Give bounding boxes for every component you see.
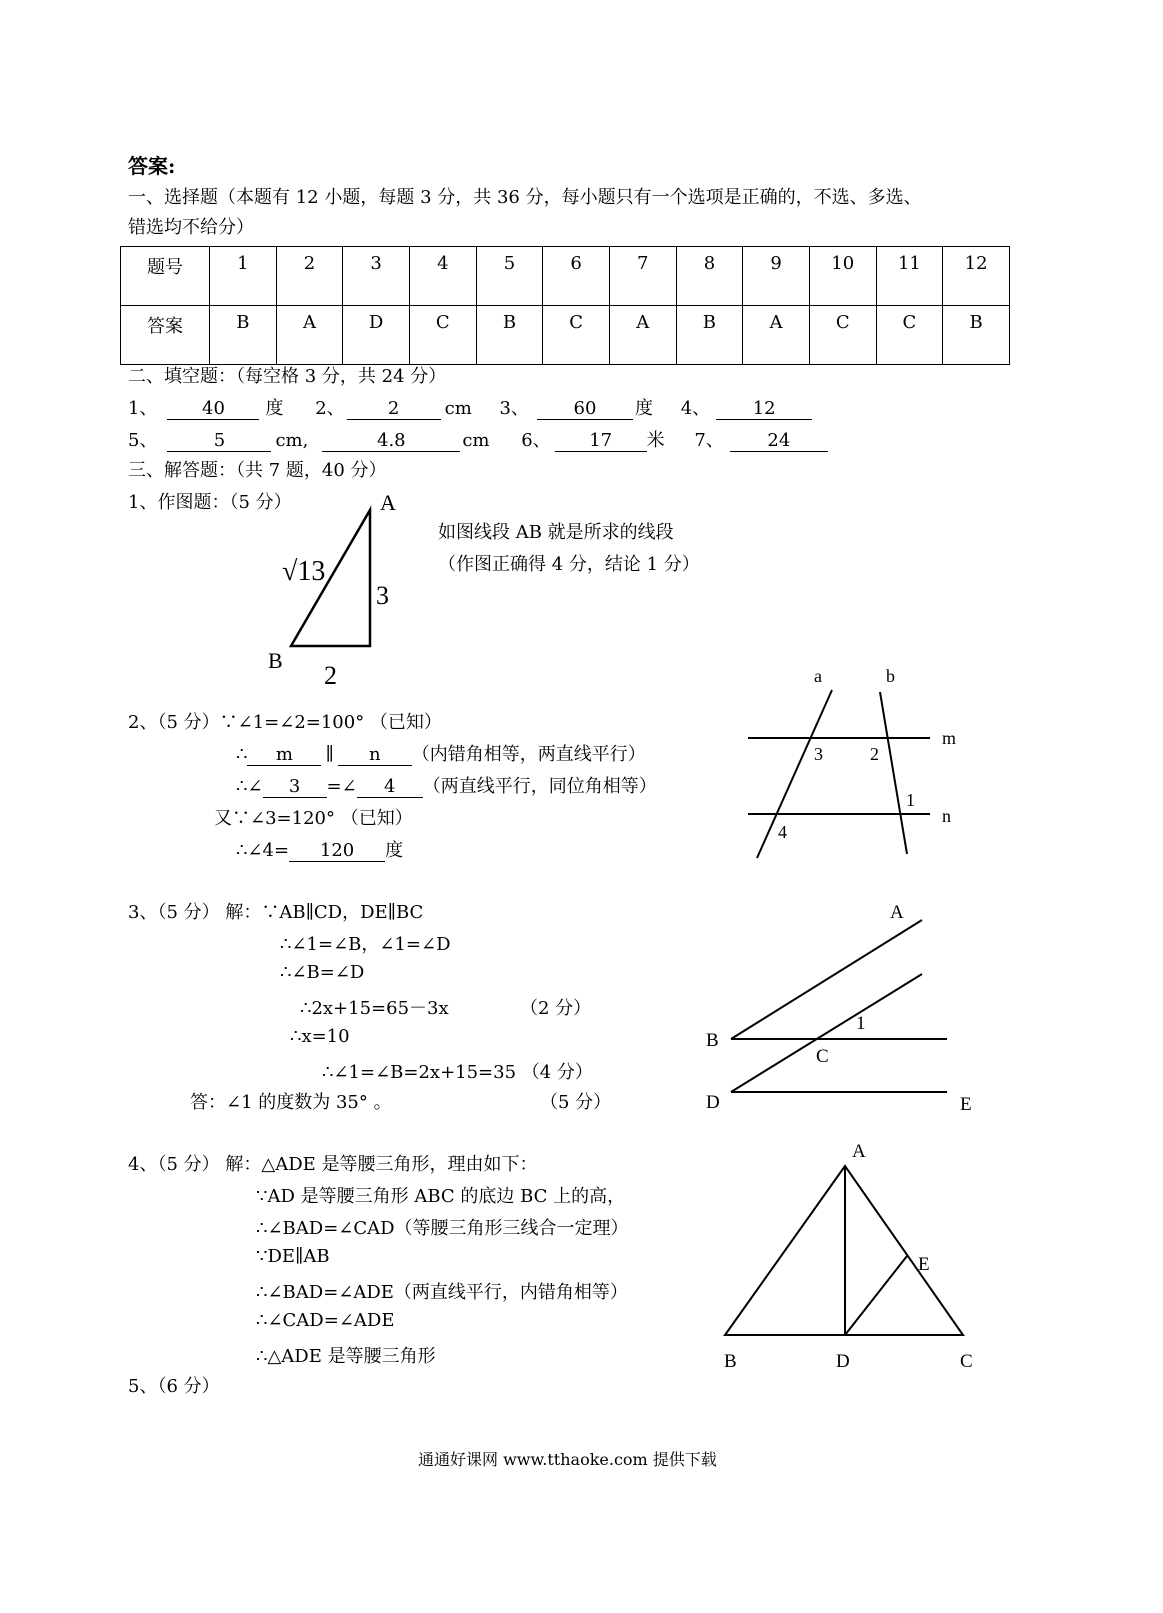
fill-q1-unit: 度 bbox=[265, 398, 284, 419]
fill-q4-answer: 12 bbox=[716, 399, 812, 420]
q3-line-5: ∴x=10 bbox=[290, 1026, 350, 1047]
q2-line-1: 2、（5 分）∵∠1=∠2=100° （已知） bbox=[128, 712, 442, 733]
table-header-answer: 答案 bbox=[121, 306, 210, 365]
table-cell-answer: C bbox=[809, 306, 876, 365]
q1-label-a: A bbox=[380, 490, 396, 515]
fill-q6-answer: 17 bbox=[555, 431, 647, 452]
q4-label-c: C bbox=[960, 1351, 973, 1372]
fill-q1-label: 1、 bbox=[128, 398, 158, 419]
q2-l2-parallel: ∥ bbox=[325, 744, 334, 765]
q4-line-3: ∴∠BAD=∠CAD（等腰三角形三线合一定理） bbox=[256, 1218, 629, 1239]
fill-q5-unit-b: cm bbox=[462, 430, 490, 451]
part1-title-line2: 错选均不给分） bbox=[128, 217, 254, 238]
table-cell-number: 4 bbox=[409, 247, 476, 306]
fill-q7-answer: 24 bbox=[730, 431, 828, 452]
fill-q6-label: 6、 bbox=[521, 430, 551, 451]
fill-q3-answer: 60 bbox=[537, 399, 633, 420]
q1-label-b: B bbox=[268, 648, 283, 673]
q4-label-e: E bbox=[918, 1254, 930, 1275]
fill-q5-answer-b: 4.8 bbox=[322, 431, 460, 452]
q3-label-b: B bbox=[706, 1030, 719, 1051]
table-cell-answer: C bbox=[409, 306, 476, 365]
q1-text-1: 如图线段 AB 就是所求的线段 bbox=[438, 522, 674, 543]
table-cell-number: 9 bbox=[743, 247, 810, 306]
part3-title: 三、解答题：（共 7 题，40 分） bbox=[128, 460, 387, 481]
q3-line-3: ∴∠B=∠D bbox=[280, 962, 365, 983]
fill-q2-answer: 2 bbox=[347, 399, 441, 420]
q4-line-6: ∴∠CAD=∠ADE bbox=[256, 1310, 395, 1331]
q4-line-7: ∴△ADE 是等腰三角形 bbox=[256, 1346, 436, 1367]
part1-title-line1: 一、选择题（本题有 12 小题，每题 3 分，共 36 分，每小题只有一个选项是正确的，不选、多选、 bbox=[128, 187, 922, 208]
q4-segment-de bbox=[845, 1256, 907, 1335]
q2-l5-answer: 120 bbox=[289, 841, 385, 862]
fill-q2-label: 2、 bbox=[315, 398, 345, 419]
q4-line-2: ∵AD 是等腰三角形 ABC 的底边 BC 上的高， bbox=[256, 1186, 626, 1207]
q2-l3-answer-b: 4 bbox=[357, 777, 423, 798]
q2-l3-pre: ∴∠ bbox=[236, 776, 263, 797]
q3-label-a: A bbox=[890, 902, 904, 923]
table-cell-answer: D bbox=[343, 306, 410, 365]
table-cell-number: 8 bbox=[676, 247, 743, 306]
table-cell-answer: C bbox=[543, 306, 610, 365]
q2-l5-post: 度 bbox=[385, 840, 404, 861]
q3-label-c: C bbox=[816, 1046, 829, 1067]
q2-label-angle-3: 3 bbox=[814, 744, 823, 764]
q2-label-n: n bbox=[942, 806, 951, 826]
q2-label-m: m bbox=[942, 728, 957, 748]
q3-line-1: 3、（5 分） 解：∵AB∥CD，DE∥BC bbox=[128, 902, 424, 923]
q2-l3-mid: =∠ bbox=[326, 776, 357, 797]
q2-label-a: a bbox=[814, 666, 822, 686]
table-cell-number: 1 bbox=[210, 247, 277, 306]
q3-label-e: E bbox=[960, 1094, 972, 1115]
q3-line-4: ∴2x+15=65－3x bbox=[300, 998, 449, 1019]
table-cell-number: 5 bbox=[476, 247, 543, 306]
table-cell-answer: A bbox=[276, 306, 343, 365]
table-cell-answer: B bbox=[210, 306, 277, 365]
table-cell-answer: C bbox=[876, 306, 943, 365]
q3-label-angle-1: 1 bbox=[856, 1013, 866, 1034]
q4-label-d: D bbox=[836, 1351, 850, 1372]
q2-l2-answer-a: m bbox=[247, 745, 321, 766]
q2-label-angle-4: 4 bbox=[778, 822, 787, 842]
q3-line-4-score: （2 分） bbox=[520, 998, 592, 1019]
table-cell-number: 6 bbox=[543, 247, 610, 306]
q1-label-side-horizontal: 2 bbox=[324, 661, 337, 690]
q2-label-angle-2: 2 bbox=[870, 744, 879, 764]
fill-q4-label: 4、 bbox=[680, 398, 711, 419]
table-cell-answer: B bbox=[676, 306, 743, 365]
fill-q6-unit: 米 bbox=[646, 430, 665, 451]
q2-l3-post: （两直线平行，同位角相等） bbox=[422, 776, 657, 797]
fill-q1-answer: 40 bbox=[167, 399, 259, 420]
table-cell-number: 10 bbox=[809, 247, 876, 306]
table-cell-number: 2 bbox=[276, 247, 343, 306]
table-cell-answer: B bbox=[476, 306, 543, 365]
q1-label-sqrt: √13 bbox=[282, 556, 326, 587]
part2-title: 二、填空题：（每空格 3 分，共 24 分） bbox=[128, 366, 447, 387]
q4-label-a: A bbox=[852, 1141, 866, 1162]
q1-text-2: （作图正确得 4 分，结论 1 分） bbox=[438, 554, 700, 575]
table-cell-number: 3 bbox=[343, 247, 410, 306]
fill-q5-label: 5、 bbox=[128, 430, 158, 451]
q3-line-6: ∴∠1=∠B=2x+15=35 （4 分） bbox=[322, 1062, 593, 1083]
table-cell-number: 7 bbox=[609, 247, 676, 306]
q4-line-1: 4、（5 分） 解：△ADE 是等腰三角形，理由如下： bbox=[128, 1154, 538, 1175]
fill-q5-answer-a: 5 bbox=[167, 431, 271, 452]
fill-q2-unit: cm bbox=[444, 398, 472, 419]
table-cell-number: 12 bbox=[943, 247, 1010, 306]
answer-heading: 答案: bbox=[128, 154, 176, 178]
fill-q5-unit-a: cm, bbox=[275, 430, 309, 451]
q4-line-4: ∵DE∥AB bbox=[256, 1246, 330, 1267]
table-cell-number: 11 bbox=[876, 247, 943, 306]
q2-l3-answer-a: 3 bbox=[263, 777, 327, 798]
q5-label: 5、（6 分） bbox=[128, 1376, 220, 1397]
fill-q3-unit: 度 bbox=[634, 398, 653, 419]
table-cell-answer: A bbox=[743, 306, 810, 365]
q4-label-b: B bbox=[724, 1351, 737, 1372]
q2-line-4: 又∵∠3=120° （已知） bbox=[214, 808, 413, 829]
q3-line-7: 答：∠1 的度数为 35° 。 bbox=[190, 1092, 392, 1113]
footer-text: 通通好课网 www.tthaoke.com 提供下载 bbox=[418, 1450, 717, 1469]
q2-label-b: b bbox=[886, 666, 895, 686]
table-cell-answer: A bbox=[609, 306, 676, 365]
q2-l2-answer-b: n bbox=[338, 745, 412, 766]
table-header-number: 题号 bbox=[121, 247, 210, 306]
q2-l5-pre: ∴∠4= bbox=[236, 840, 290, 861]
q2-label-angle-1: 1 bbox=[906, 790, 915, 810]
q4-line-5: ∴∠BAD=∠ADE（两直线平行，内错角相等） bbox=[256, 1282, 628, 1303]
fill-q7-label: 7、 bbox=[694, 430, 724, 451]
q3-line-2: ∴∠1=∠B，∠1=∠D bbox=[280, 934, 451, 955]
q3-line-7-score: （5 分） bbox=[540, 1092, 612, 1113]
q1-label: 1、作图题：（5 分） bbox=[128, 492, 292, 513]
fill-q3-label: 3、 bbox=[499, 398, 529, 419]
q2-l2-pre: ∴ bbox=[236, 744, 248, 765]
q3-label-d: D bbox=[706, 1092, 720, 1113]
q2-l2-post: （内错角相等，两直线平行） bbox=[411, 744, 646, 765]
table-cell-answer: B bbox=[943, 306, 1010, 365]
q1-label-side-vertical: 3 bbox=[376, 581, 389, 610]
